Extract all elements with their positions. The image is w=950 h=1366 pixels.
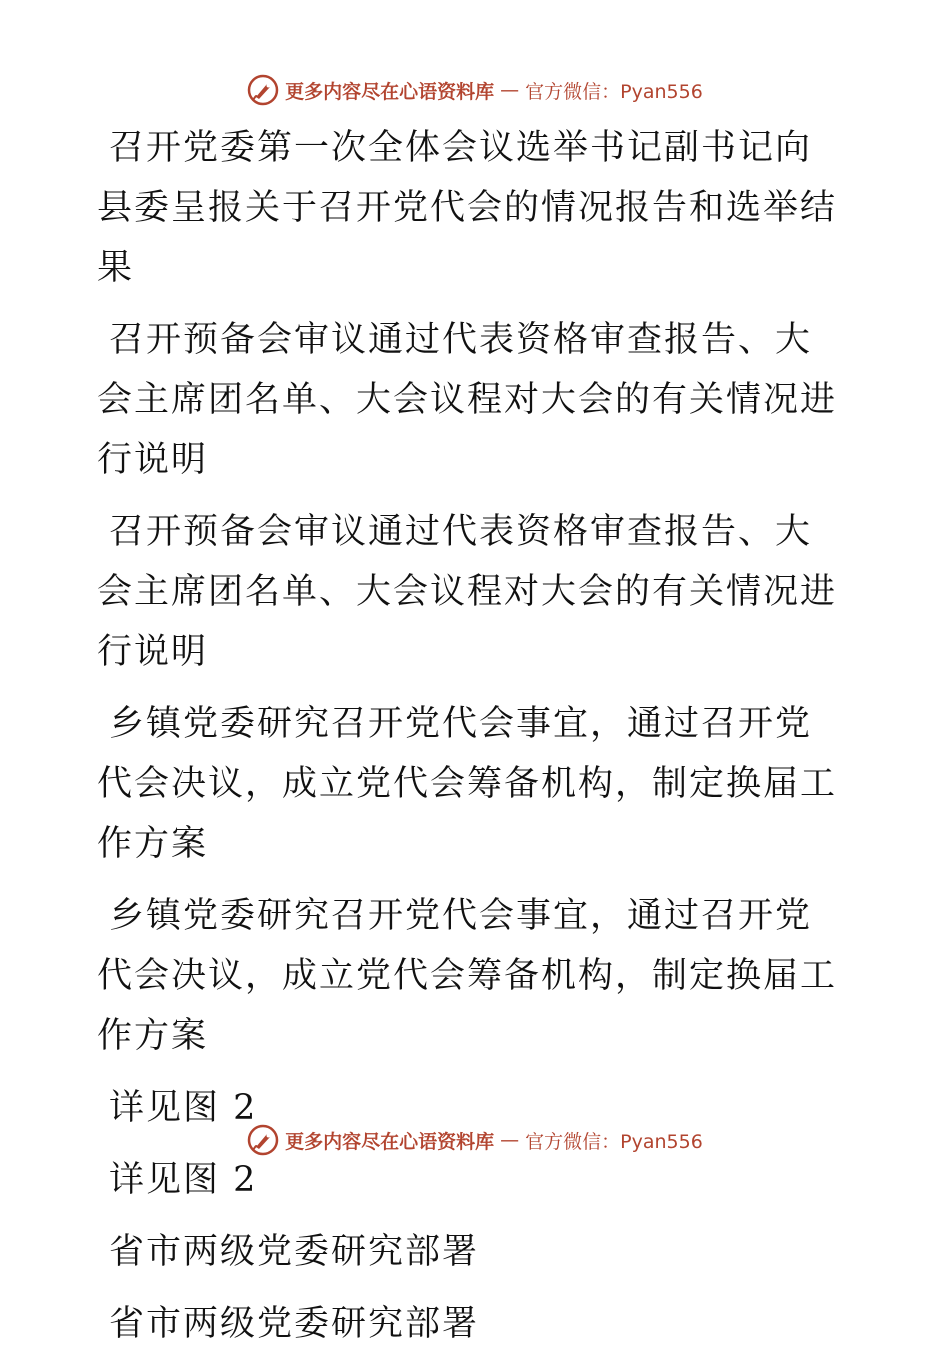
pen-nib-logo-icon — [247, 74, 279, 106]
paragraph-2: 召开预备会审议通过代表资格审查报告、大会主席团名单、大会议程对大会的有关情况进行说明 — [97, 320, 838, 480]
paragraph-5: 乡镇党委研究召开党代会事宜，通过召开党代会决议，成立党代会筹备机构，制定换届工作方案 — [97, 896, 838, 1056]
watermark-site-text: 更多内容尽在心语资料库 — [285, 1130, 495, 1153]
watermark-site-text: 更多内容尽在心语资料库 — [285, 80, 495, 103]
watermark-separator: — — [500, 79, 520, 101]
paragraph-7: 详见图 2 — [109, 1160, 258, 1200]
paragraph-4: 乡镇党委研究召开党代会事宜，通过召开党代会决议，成立党代会筹备机构，制定换届工作方案 — [97, 704, 838, 864]
pen-nib-logo-icon — [247, 1124, 279, 1156]
watermark-separator: — — [500, 1129, 520, 1151]
document-body — [97, 118, 837, 1366]
watermark-wechat-text: 官方微信：Pyan556 — [525, 80, 703, 103]
paragraph-1: 召开党委第一次全体会议选举书记副书记向县委呈报关于召开党代会的情况报告和选举结果 — [97, 128, 838, 288]
paragraph-8: 省市两级党委研究部署 — [109, 1232, 480, 1272]
footer-watermark — [0, 1120, 950, 1160]
paragraph-3: 召开预备会审议通过代表资格审查报告、大会主席团名单、大会议程对大会的有关情况进行说明 — [97, 512, 838, 672]
header-watermark — [0, 70, 950, 110]
watermark-wechat-text: 官方微信：Pyan556 — [525, 1130, 703, 1153]
paragraph-9: 省市两级党委研究部署 — [109, 1304, 480, 1344]
paragraph-6: 详见图 2 — [109, 1088, 258, 1128]
